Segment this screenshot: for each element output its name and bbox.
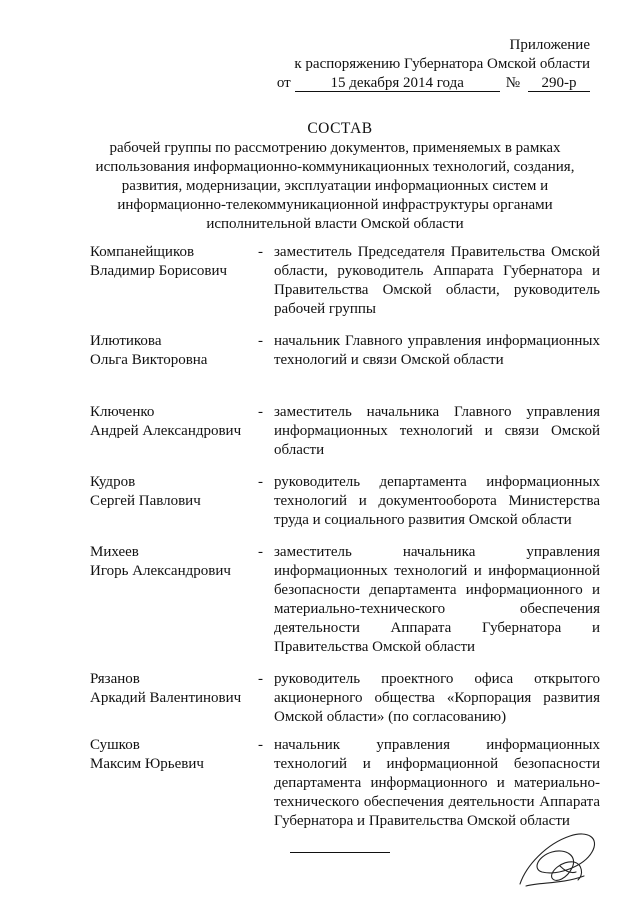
- member-given-names: Андрей Александрович: [90, 423, 242, 439]
- member-given-names: Ольга Викторовна: [90, 352, 208, 368]
- closing-rule: [290, 852, 390, 853]
- member-surname: Кудров: [90, 474, 136, 490]
- order-reference: к распоряжению Губернатора Омской области: [294, 56, 590, 72]
- dash-separator: -: [258, 244, 263, 260]
- member-role: заместитель начальника управления информационных технологий и информационной безопасности департамента информационного и материально-технического обеспечения деятельности Аппарата Губернатора и Правительства Омской области: [274, 544, 600, 655]
- member-name: [90, 332, 250, 370]
- appendix-header: [270, 36, 590, 93]
- member-name: [90, 243, 250, 281]
- order-date-number-row: [270, 74, 590, 93]
- member-role: начальник управления информационных технологий и информационной безопасности департамента информационного и материально-технического обеспечения деятельности Аппарата Губернатора и Правительства Омской области: [274, 737, 600, 829]
- order-number: 290-р: [528, 75, 590, 92]
- date-prefix: от: [276, 75, 291, 91]
- member-name: [90, 473, 250, 511]
- member-surname: Компанейщиков: [90, 244, 195, 260]
- member-role: начальник Главного управления информационных технологий и связи Омской области: [274, 333, 600, 368]
- member-role: руководитель департамента информационных технологий и документооборота Министерства труда и социального развития Омской области: [274, 474, 600, 528]
- member-name: [90, 403, 250, 441]
- dash-separator: -: [258, 404, 263, 420]
- member-given-names: Максим Юрьевич: [90, 756, 204, 772]
- dash-separator: -: [258, 474, 263, 490]
- member-surname: Сушков: [90, 737, 140, 753]
- document-title: СОСТАВ: [307, 120, 373, 137]
- number-sign: №: [505, 75, 520, 91]
- member-name: [90, 670, 250, 708]
- member-name: [90, 543, 250, 581]
- member-role: руководитель проектного офиса открытого акционерного общества «Корпорация развития Омской области» (по согласованию): [274, 671, 600, 725]
- member-surname: Рязанов: [90, 671, 140, 687]
- order-date: 15 декабря 2014 года: [295, 75, 500, 92]
- dash-separator: -: [258, 544, 263, 560]
- member-surname: Михеев: [90, 544, 139, 560]
- member-given-names: Владимир Борисович: [90, 263, 228, 279]
- handwritten-signature: [512, 826, 604, 894]
- member-surname: Ключенко: [90, 404, 155, 420]
- dash-separator: -: [258, 737, 263, 753]
- member-given-names: Аркадий Валентинович: [90, 690, 242, 706]
- member-name: [90, 736, 250, 774]
- dash-separator: -: [258, 671, 263, 687]
- appendix-label: Приложение: [509, 37, 590, 53]
- member-given-names: Игорь Александрович: [90, 563, 231, 579]
- member-surname: Илютикова: [90, 333, 162, 349]
- member-given-names: Сергей Павлович: [90, 493, 201, 509]
- member-role: заместитель Председателя Правительства Омской области, руководитель Аппарата Губернатора и Правительства Омской области, руководитель рабочей группы: [274, 244, 600, 317]
- dash-separator: -: [258, 333, 263, 349]
- document-subtitle: рабочей группы по рассмотрению документов, применяемых в рамках использования информационно-коммуникационных технологий, создания, развития, модернизации, эксплуатации информационных систем и информационно-телекоммуникационной инфраструктуры органами исполнительной власти Омской области: [95, 140, 575, 232]
- member-role: заместитель начальника Главного управления информационных технологий и связи Омской области: [274, 404, 600, 458]
